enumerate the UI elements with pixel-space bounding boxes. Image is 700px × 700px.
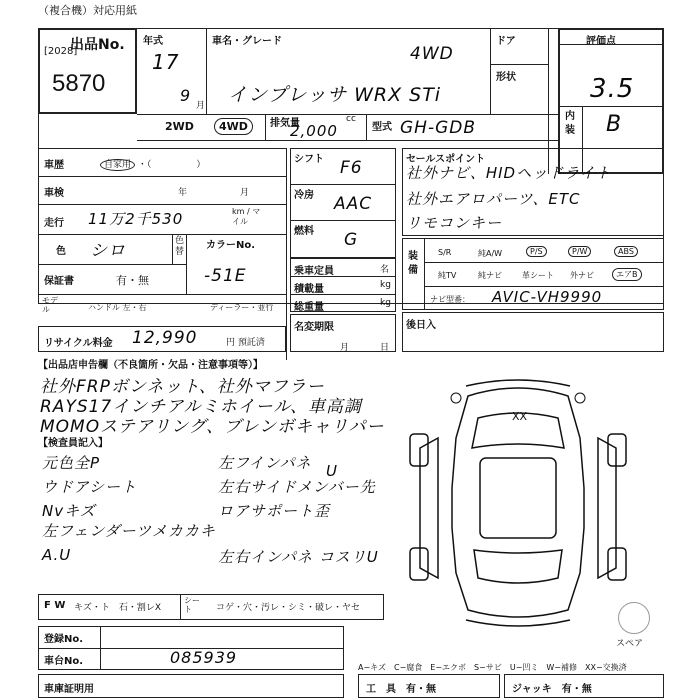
- inspector-left-1: 元色全P: [42, 454, 101, 472]
- inspector-left-5: A.U: [42, 546, 72, 564]
- recycle-unit: 円 預託済: [226, 338, 265, 348]
- tools-options: 工 具 有・無: [366, 684, 436, 695]
- history-options: 自家用 ・（ ）: [100, 157, 205, 170]
- two-wd-option: 2WD: [165, 120, 194, 133]
- report-line-1: 社外FRPボンネット、社外マフラー: [40, 377, 325, 397]
- inspector-right-3: ロアサポート歪: [218, 502, 331, 520]
- front-damage-mark: XX: [512, 410, 528, 423]
- name-change-month: 月: [340, 343, 350, 353]
- inspection-month: 月: [240, 188, 250, 198]
- equip-abs: ABS: [614, 246, 638, 257]
- capacity-unit: 名: [380, 265, 390, 275]
- month-unit: 月: [196, 101, 206, 111]
- sales-point-line-3: リモコンキー: [406, 214, 503, 232]
- equip-alloy: 純A/W: [478, 249, 503, 258]
- four-wd-option: 4WD: [214, 118, 253, 135]
- color-value: シロ: [90, 241, 126, 261]
- recycle-value: 12,990: [132, 328, 198, 348]
- color-change-label: 色替: [175, 236, 185, 257]
- lot-label: 出品No.: [70, 37, 125, 53]
- warranty-label: 保証書: [44, 276, 74, 287]
- fw-text: キズ・ト 石・割レX: [74, 603, 161, 613]
- fuel-label: 燃料: [294, 226, 314, 237]
- equip-ext-navi: 外ナビ: [570, 271, 594, 280]
- equip-navi: 純ナビ: [478, 271, 502, 280]
- report-line-2: RAYS17インチアルミホイール、車高調: [40, 397, 362, 417]
- inspector-left-4: 左フェンダーツメカカキ: [42, 522, 216, 540]
- spare-label: スペア: [616, 639, 644, 649]
- report-line-3: MOMOステアリング、ブレンボキャリパー: [40, 417, 385, 437]
- displacement-label: 排気量: [270, 118, 300, 129]
- dealer-options: ディーラー・並行: [210, 303, 274, 312]
- model-label: 車名・グレード: [212, 36, 282, 47]
- lot-number: 5870: [52, 70, 106, 97]
- color-label: 色: [56, 246, 66, 257]
- doors-label: ドア: [496, 36, 516, 47]
- registration-label: 登録No.: [44, 634, 84, 645]
- model-name: インプレッサ WRX STi: [228, 84, 442, 106]
- displacement-unit: cc: [346, 114, 356, 124]
- mileage-value: 11万2千530: [88, 210, 184, 228]
- color-no-label: カラーNo.: [206, 240, 256, 251]
- model-code-value: GH-GDB: [400, 118, 477, 138]
- later-input-label: 後日入: [406, 320, 436, 331]
- navi-model-label: ナビ型番：: [430, 295, 470, 304]
- model-info-label: モデル: [42, 296, 58, 314]
- year-month: 9: [180, 86, 192, 105]
- inspector-right-1: 左フインパネ: [218, 454, 312, 472]
- score-label: 評価点: [586, 36, 616, 47]
- lot-code: [2028]: [44, 46, 78, 57]
- mileage-label: 走行: [44, 218, 64, 229]
- weight-label: 総重量: [294, 302, 324, 313]
- ac-label: 冷房: [294, 190, 314, 201]
- load-label: 積載量: [294, 284, 324, 295]
- name-change-label: 名変期限: [294, 322, 334, 333]
- jack-options: ジャッキ 有・無: [512, 684, 592, 695]
- later-input-box: [402, 312, 664, 352]
- recycle-label: リサイクル料金: [44, 338, 113, 349]
- chassis-value: 085939: [170, 648, 238, 667]
- private-use-circle: 自家用: [100, 159, 135, 171]
- displacement-value: 2,000: [290, 122, 338, 140]
- year-value: 17: [152, 50, 180, 74]
- report-label: 【出品店申告欄（不良箇所・欠品・注意事項等）】: [38, 360, 263, 371]
- navi-model-value: AVIC-VH9990: [492, 288, 603, 306]
- seat-label: シート: [184, 596, 200, 614]
- inspector-right-4: 左右インパネ コスリU: [218, 548, 379, 566]
- equip-pw: P/W: [568, 246, 591, 257]
- sales-point-line-1: 社外ナビ、HIDヘッドライト: [406, 164, 612, 182]
- year-label: 年式: [143, 36, 163, 47]
- seat-text: コゲ・穴・汚レ・シミ・破レ・ヤセ: [216, 603, 361, 613]
- capacity-label: 乗車定員: [294, 266, 334, 277]
- damage-legend: A−キズ C−腐食 E−エクボ S−サビ U−凹ミ W−補修 XX−交換済: [358, 663, 627, 672]
- chassis-label: 車台No.: [44, 656, 84, 667]
- equip-leather: 革シート: [522, 271, 554, 280]
- equip-tv: 純TV: [438, 271, 457, 280]
- inspector-note: U: [326, 462, 338, 480]
- cert-label: 車庫証明用: [44, 684, 94, 695]
- equip-ps: P/S: [526, 246, 547, 257]
- load-unit: kg: [380, 280, 391, 290]
- shift-label: シフト: [294, 154, 324, 165]
- model-code-label: 型式: [372, 122, 392, 133]
- equipment-label: 装備: [408, 251, 418, 276]
- interior-value: B: [606, 112, 623, 137]
- warranty-options: 有・無: [116, 274, 149, 287]
- fw-label: F W: [44, 600, 66, 611]
- ac-value: AAC: [334, 194, 373, 214]
- spare-tire-icon: [618, 602, 650, 634]
- shape-label: 形状: [496, 72, 516, 83]
- sales-point-line-2: 社外エアロパーツ、ETC: [406, 190, 581, 208]
- fuel-value: G: [344, 230, 359, 250]
- inspector-right-2: 左右サイドメンバー先: [218, 478, 376, 496]
- mileage-unit: km / マイル: [232, 207, 261, 226]
- inspector-label: 【検査員記入】: [38, 438, 108, 449]
- shift-value: F6: [340, 158, 363, 178]
- history-label: 車歴: [44, 160, 64, 171]
- score-value: 3.5: [590, 74, 635, 104]
- equip-sr: S/R: [438, 248, 452, 257]
- interior-label: 内装: [565, 111, 575, 136]
- inspector-left-3: Nvキズ: [42, 502, 96, 520]
- name-change-day: 日: [380, 343, 390, 353]
- sales-points-label: セールスポイント: [406, 154, 486, 165]
- weight-unit: kg: [380, 298, 391, 308]
- model-drive-note: 4WD: [410, 44, 454, 64]
- inspection-label: 車検: [44, 188, 64, 199]
- handle-options: ハンドル 左・右: [88, 303, 147, 312]
- inspector-left-2: ウドアシート: [42, 478, 137, 496]
- inspection-year: 年: [178, 188, 188, 198]
- color-no-value: -51E: [204, 266, 247, 286]
- form-header-text: （複合機）対応用紙: [38, 4, 137, 17]
- equip-airbag: エアB: [612, 268, 642, 281]
